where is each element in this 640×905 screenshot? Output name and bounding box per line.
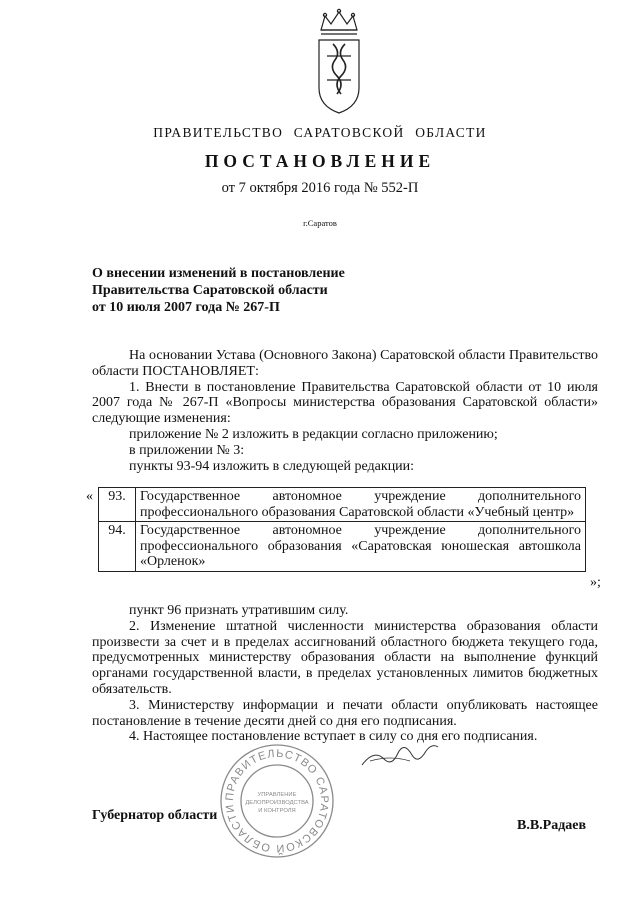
stamp-ring-text: ПРАВИТЕЛЬСТВО САРАТОВСКОЙ ОБЛАСТИ — [223, 747, 331, 855]
table-row — [99, 488, 586, 522]
government-title: ПРАВИТЕЛЬСТВО САРАТОВСКОЙ ОБЛАСТИ — [153, 125, 487, 140]
table-cell-number: 94. — [99, 522, 136, 572]
paragraph: в приложении № 3: — [129, 442, 245, 458]
subject-line: О внесении изменений в постановление — [92, 266, 345, 281]
table-cell-text: Государственное автономное учреждение дополнительного профессионального образования Саратовской области «Учебный центр» — [136, 488, 586, 522]
table-cell-text: Государственное автономное учреждение дополнительного профессионального образования «Саратовская юношеская автошкола «Орленок» — [136, 522, 586, 572]
signatory-name: В.В.Радаев — [517, 818, 587, 833]
paragraph: 4. Настоящее постановление вступает в силу со дня его подписания. — [129, 729, 538, 745]
paragraph: 3. Министерству информации и печати области опубликовать настоящее постановление в течение десяти дней со дня его подписания. — [92, 697, 598, 729]
city: г.Саратов — [303, 218, 337, 228]
body-section-2 — [92, 603, 598, 745]
amendments-table — [98, 487, 586, 572]
saratov-coat-of-arms-icon — [311, 8, 367, 116]
date-number: от 7 октября 2016 года № 552-П — [221, 180, 419, 196]
document-subject — [92, 265, 412, 316]
paragraph: 2. Изменение штатной численности министерства образования области произвести за счет и в пределах ассигнований областного бюджета текущего года, предусмотренных министерству образования области на выполнение функций органами государственной власти, в пределах установленных лимитов бюджетных обязательств. — [92, 618, 598, 697]
quote-close: »; — [590, 575, 601, 590]
paragraph: 1. Внести в постановление Правительства Саратовской области от 10 июля 2007 года № 267-П «Вопросы министерства образования Саратовской области» следующие изменения: — [92, 379, 598, 427]
quote-open: « — [86, 489, 93, 504]
stamp-inner-text: УПРАВЛЕНИЕ — [257, 792, 297, 798]
handwritten-scribble — [360, 735, 440, 771]
stamp-inner-text: ДЕЛОПРОИЗВОДСТВА — [245, 800, 309, 806]
signatory-title: Губернатор области — [92, 808, 218, 823]
body-section-1 — [92, 348, 598, 474]
paragraph: пункты 93-94 изложить в следующей редакции: — [129, 458, 415, 474]
paragraph: пункт 96 признать утратившим силу. — [129, 603, 349, 618]
official-stamp — [218, 742, 336, 860]
table-row — [99, 522, 586, 572]
subject-line: от 10 июля 2007 года № 267-П — [92, 300, 280, 315]
paragraph: приложение № 2 изложить в редакции согласно приложению; — [129, 426, 498, 442]
table-cell-number: 93. — [99, 488, 136, 522]
document-type: ПОСТАНОВЛЕНИЕ — [204, 151, 436, 171]
subject-line: Правительства Саратовской области — [92, 283, 328, 298]
stamp-inner-text: И КОНТРОЛЯ — [258, 808, 296, 814]
paragraph: На основании Устава (Основного Закона) Саратовской области Правительство области ПОСТАНОВЛЯЕТ: — [92, 348, 598, 379]
